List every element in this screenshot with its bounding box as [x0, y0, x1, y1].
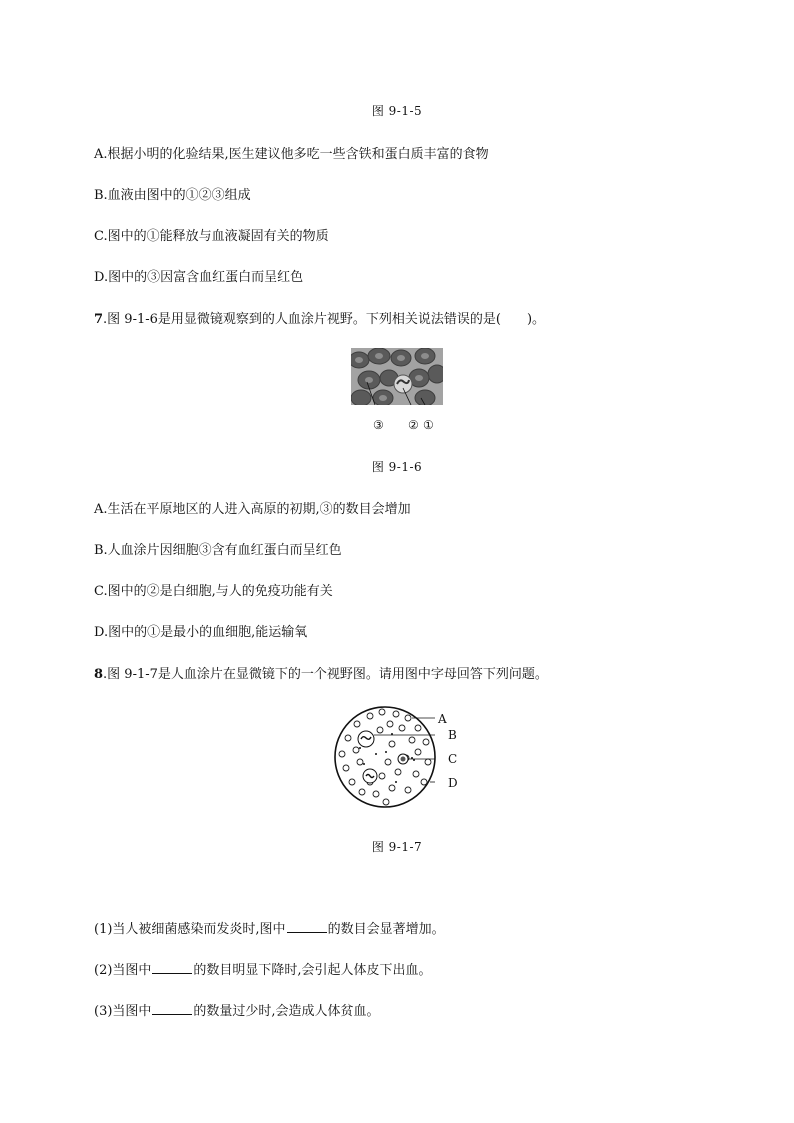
q8-q2-prefix: (2)当图中: [94, 963, 152, 978]
q6-option-d: D.图中的③因富含血红蛋白而呈红色: [94, 270, 304, 285]
q8-question-3: [94, 1000, 380, 1019]
fig7-label-c: C: [448, 752, 458, 766]
q6-option-a: A.根据小明的化验结果,医生建议他多吃一些含铁和蛋白质丰富的食物: [94, 147, 489, 162]
q8-q1-suffix: 的数目会显著增加。: [327, 922, 445, 937]
q7-option-c: C.图中的②是白细胞,与人的免疫功能有关: [94, 584, 333, 599]
q7-option-b: B.人血涂片因细胞③含有血红蛋白而呈红色: [94, 543, 342, 558]
fig6-label-3: ③: [373, 418, 384, 432]
q7-stem-text: .图 9-1-6是用显微镜观察到的人血涂片视野。下列相关说法错误的是( )。: [103, 312, 546, 327]
q8-q1-prefix: (1)当人被细菌感染而发炎时,图中: [94, 922, 286, 937]
q7-stem: [94, 308, 545, 327]
q8-q2-blank[interactable]: [152, 961, 192, 974]
q6-option-c: C.图中的①能释放与血液凝固有关的物质: [94, 229, 329, 244]
q8-q2-suffix: 的数目明显下降时,会引起人体皮下出血。: [193, 963, 432, 978]
figure-caption-9-1-5: 图 9-1-5: [371, 104, 423, 118]
q6-option-b: B.血液由图中的①②③组成: [94, 188, 251, 203]
q7-number: 7: [94, 312, 104, 327]
q7-option-a: A.生活在平原地区的人进入高原的初期,③的数目会增加: [94, 502, 411, 517]
fig6-label-1: ①: [423, 418, 434, 432]
fig7-label-a: A: [438, 712, 447, 726]
q8-q3-suffix: 的数量过少时,会造成人体贫血。: [193, 1004, 380, 1019]
q8-question-1: [94, 918, 445, 937]
fig7-label-d: D: [448, 776, 458, 790]
figure-caption-9-1-7: 图 9-1-7: [371, 840, 423, 854]
q8-number: 8: [94, 667, 104, 682]
figure-caption-9-1-6: 图 9-1-6: [371, 460, 423, 474]
q8-question-2: [94, 959, 432, 978]
q8-q3-prefix: (3)当图中: [94, 1004, 152, 1019]
q8-q1-blank[interactable]: [287, 920, 327, 933]
q8-q3-blank[interactable]: [152, 1002, 192, 1015]
q7-option-d: D.图中的①是最小的血细胞,能运输氧: [94, 625, 308, 640]
fig7-label-b: B: [448, 728, 457, 742]
q8-stem-text: .图 9-1-7是人血涂片在显微镜下的一个视野图。请用图中字母回答下列问题。: [103, 667, 548, 682]
fig6-label-2: ②: [408, 418, 419, 432]
q8-stem: [94, 663, 548, 682]
blood-smear-micrograph: [351, 348, 443, 405]
